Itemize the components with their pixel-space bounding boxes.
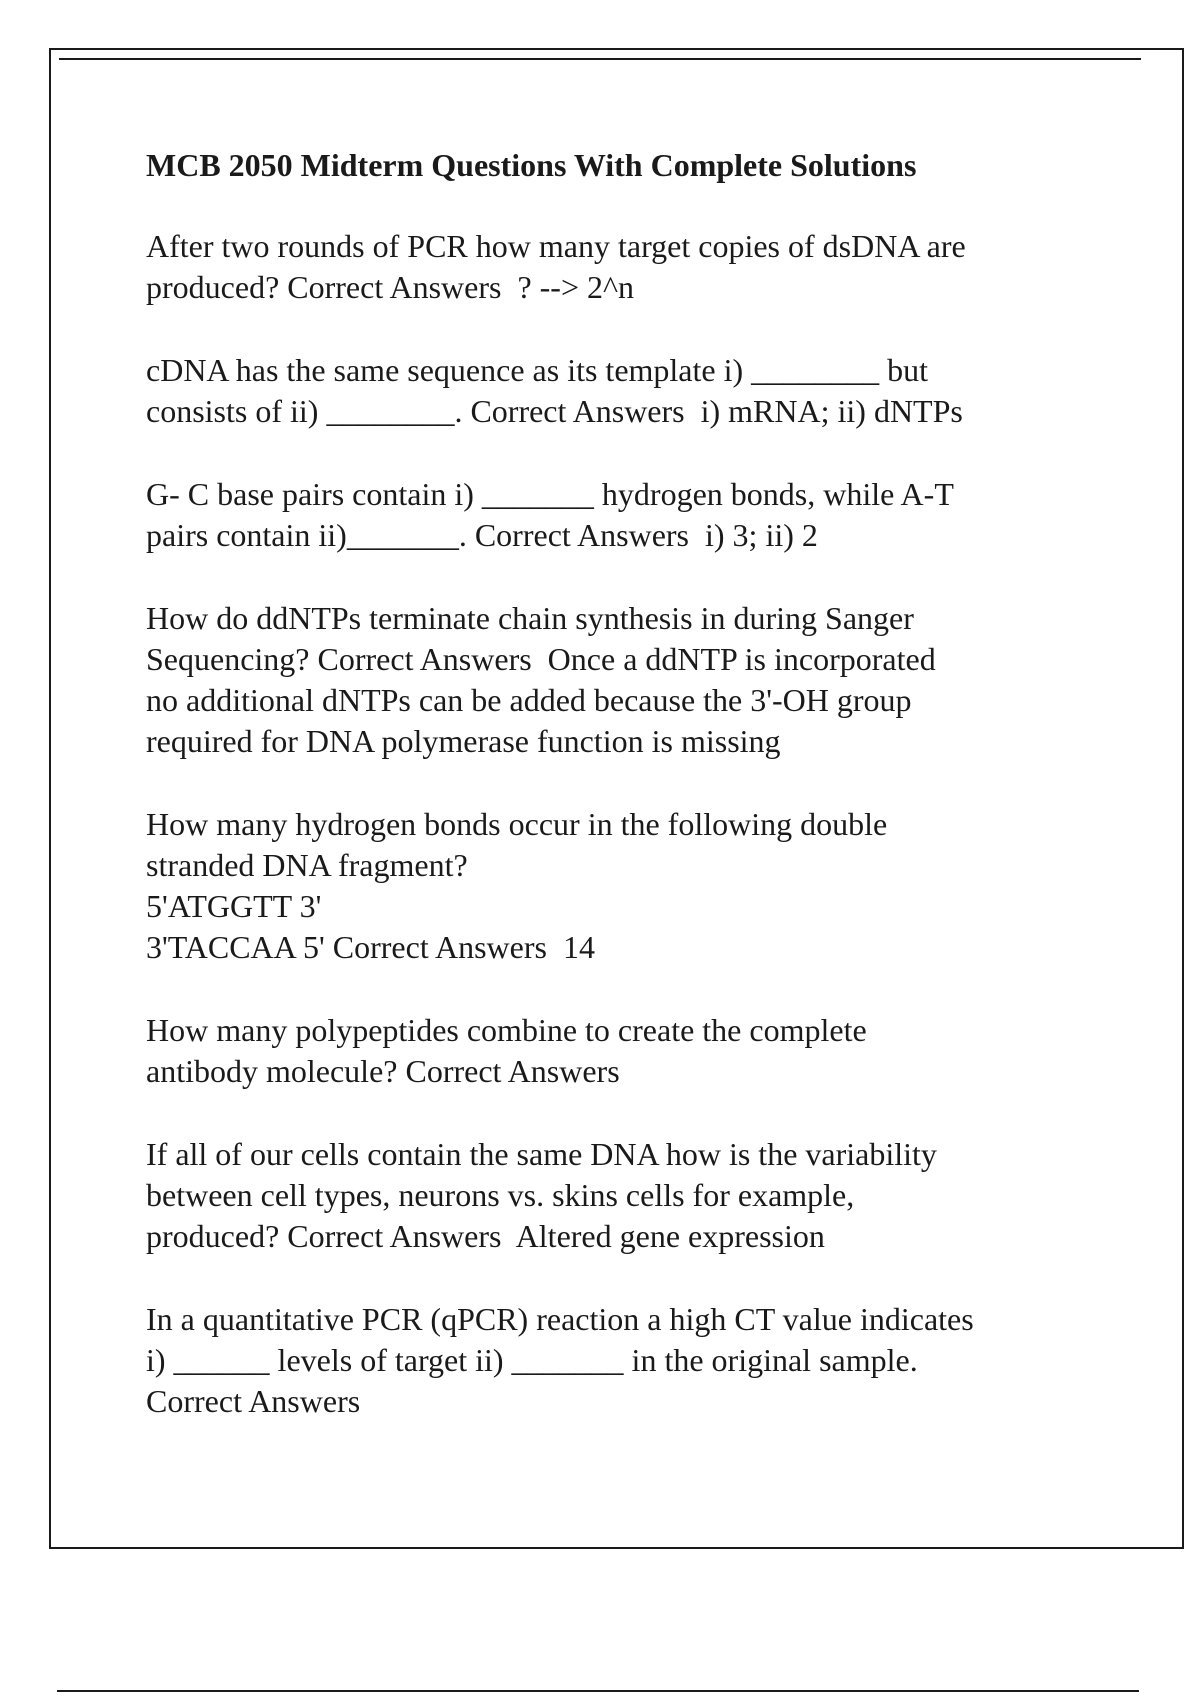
qa-item-2 <box>146 350 1106 432</box>
qa-item-6 <box>146 1010 1106 1092</box>
qa-line: 3'TACCAA 5' Correct Answers 14 <box>146 929 595 965</box>
qa-line: i) ______ levels of target ii) _______ in the original sample. <box>146 1342 918 1378</box>
qa-line: produced? Correct Answers ? --> 2^n <box>146 269 635 305</box>
qa-line: Correct Answers <box>146 1383 361 1419</box>
qa-line: How many polypeptides combine to create the complete <box>146 1012 867 1048</box>
qa-line: In a quantitative PCR (qPCR) reaction a high CT value indicates <box>146 1301 974 1337</box>
qa-line: produced? Correct Answers Altered gene expression <box>146 1218 825 1254</box>
qa-item-5 <box>146 804 1106 968</box>
qa-line: consists of ii) ________. Correct Answers i) mRNA; ii) dNTPs <box>146 393 963 429</box>
qa-line: no additional dNTPs can be added because the 3'-OH group <box>146 682 912 718</box>
qa-item-1 <box>146 226 1106 308</box>
qa-line: G- C base pairs contain i) _______ hydrogen bonds, while A-T <box>146 476 954 512</box>
qa-item-8 <box>146 1299 1106 1422</box>
qa-line: If all of our cells contain the same DNA how is the variability <box>146 1136 937 1172</box>
qa-line: pairs contain ii)_______. Correct Answers i) 3; ii) 2 <box>146 517 818 553</box>
qa-line: 5'ATGGTT 3' <box>146 888 322 924</box>
top-rule <box>59 58 1141 60</box>
qa-line: between cell types, neurons vs. skins cells for example, <box>146 1177 855 1213</box>
qa-line: Sequencing? Correct Answers Once a ddNTP is incorporated <box>146 641 936 677</box>
document-title: MCB 2050 Midterm Questions With Complete Solutions <box>146 147 917 183</box>
bottom-rule <box>57 1690 1139 1692</box>
qa-line: After two rounds of PCR how many target copies of dsDNA are <box>146 228 966 264</box>
qa-line: How do ddNTPs terminate chain synthesis in during Sanger <box>146 600 914 636</box>
qa-line: stranded DNA fragment? <box>146 847 468 883</box>
document-body <box>146 145 1106 1464</box>
qa-item-4 <box>146 598 1106 762</box>
qa-line: antibody molecule? Correct Answers <box>146 1053 620 1089</box>
qa-line: required for DNA polymerase function is missing <box>146 723 781 759</box>
qa-line: How many hydrogen bonds occur in the following double <box>146 806 888 842</box>
qa-line: cDNA has the same sequence as its template i) ________ but <box>146 352 929 388</box>
qa-item-3 <box>146 474 1106 556</box>
qa-item-7 <box>146 1134 1106 1257</box>
